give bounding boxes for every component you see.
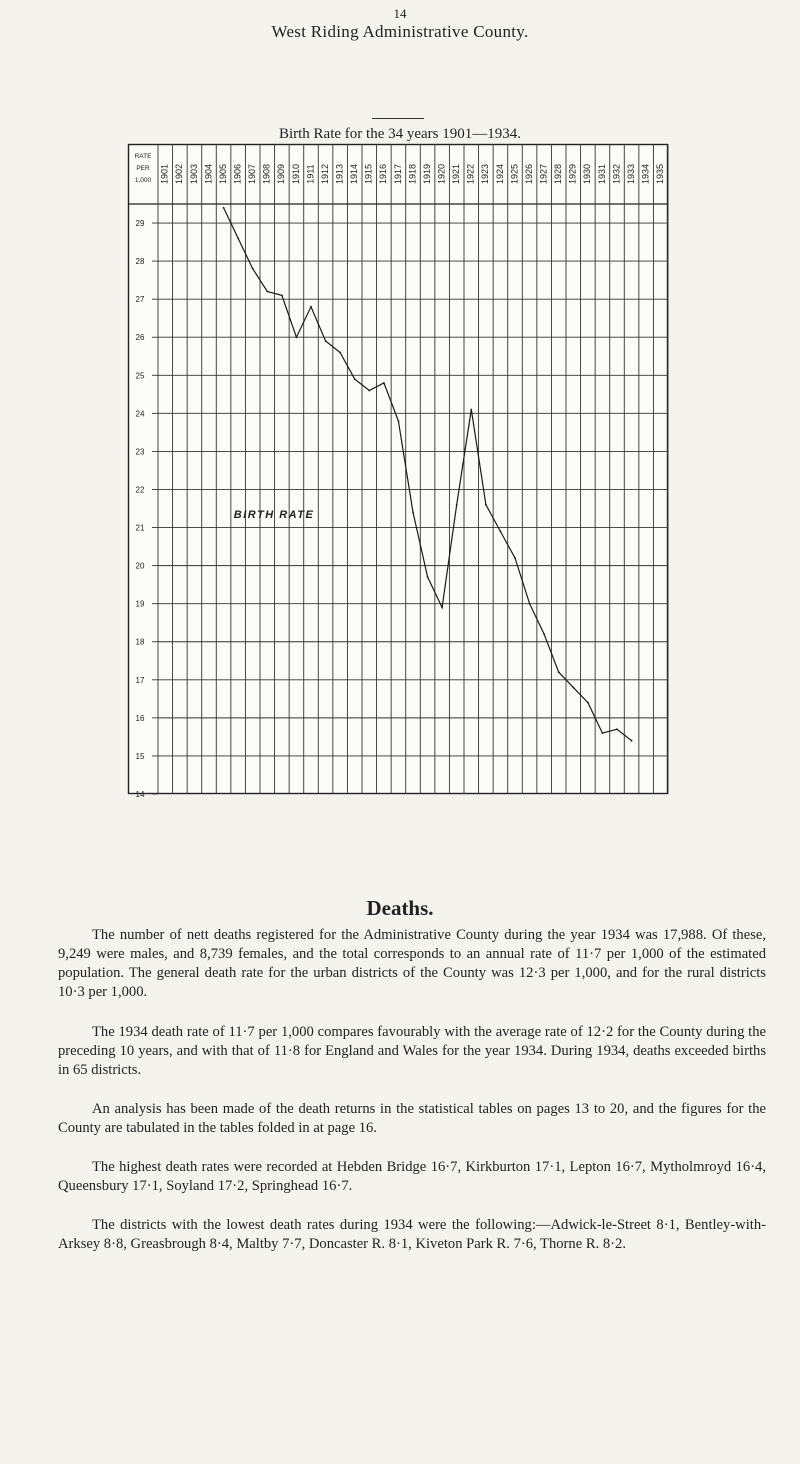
year-label: 1904 <box>203 163 214 185</box>
year-label: 1911 <box>305 164 316 184</box>
birth-rate-point <box>296 336 298 338</box>
corner-label: PER <box>136 165 150 172</box>
year-label: 1901 <box>159 163 170 185</box>
birth-rate-point <box>500 530 502 532</box>
year-label: 1932 <box>611 163 622 185</box>
year-label: 1912 <box>319 163 330 185</box>
paragraph-lowest-rates: The districts with the lowest death rates during 1934 were the following:—Adwick-le-Street 8·1, Bentley-with-Arksey 8·8, Greasbrough 8·4, Maltby 7·7, Doncaster R. 8·1, Kiveton Park R. 7·6, Thorne R. 8·2. <box>58 1217 766 1252</box>
birth-rate-point <box>310 306 312 308</box>
birth-rate-point <box>252 268 254 270</box>
birth-rate-point <box>368 390 370 392</box>
paragraph-deaths-total: The number of nett deaths registered for the Administrative County during the year 1934 was 17,988. Of these, 9,249 were males, and 8,739 females, and the total corresponds to an annual rate of 11·7 per 1,000 of the estimated population. The general death rate for the urban districts of the County was 12·3 per 1,000, and for the rural districts 10·3 per 1,000. <box>58 927 766 1000</box>
birth-rate-point <box>543 633 545 635</box>
corner-label: RATE <box>134 153 152 160</box>
birth-rate-point <box>558 671 560 673</box>
year-label: 1906 <box>232 163 243 185</box>
year-label: 1933 <box>625 163 636 185</box>
y-tick-label: 20 <box>135 561 145 571</box>
deaths-heading: Deaths. <box>366 896 434 920</box>
year-label: 1935 <box>655 163 666 185</box>
birth-rate-point <box>398 420 400 422</box>
birth-rate-point <box>485 504 487 506</box>
year-label: 1907 <box>247 163 258 185</box>
year-label: 1931 <box>596 163 607 185</box>
birth-rate-point <box>412 511 414 513</box>
y-tick-label: 19 <box>135 599 145 609</box>
y-tick-label: 29 <box>135 219 145 229</box>
y-tick-label: 22 <box>135 485 145 495</box>
chart-title: Birth Rate for the 34 years 1901—1934. <box>278 126 522 142</box>
header-rule <box>372 118 424 119</box>
year-label: 1903 <box>188 163 199 185</box>
year-label: 1921 <box>451 163 462 185</box>
birth-rate-point <box>325 340 327 342</box>
page-number: 14 <box>393 6 407 21</box>
y-tick-label: 16 <box>135 713 145 723</box>
year-label: 1915 <box>363 163 374 185</box>
corner-label: 1,000 <box>134 177 152 184</box>
birth-rate-point <box>572 687 574 689</box>
y-tick-label: 15 <box>135 751 145 761</box>
birth-rate-point <box>223 207 225 209</box>
year-label: 1923 <box>480 163 491 185</box>
page-header: West Riding Administrative County. <box>271 22 529 41</box>
birth-rate-point <box>427 576 429 578</box>
birth-rate-point <box>339 352 341 354</box>
birth-rate-point <box>602 732 604 734</box>
annotation-birth-rate: BIRTH RATE <box>233 509 315 522</box>
year-label: 1905 <box>217 163 228 185</box>
year-label: 1929 <box>567 163 578 185</box>
birth-rate-point <box>616 728 618 730</box>
birth-rate-point <box>470 409 472 411</box>
year-label: 1924 <box>494 163 505 185</box>
year-label: 1902 <box>174 163 185 185</box>
year-label: 1928 <box>553 163 564 185</box>
birth-rate-point <box>266 291 268 293</box>
year-label: 1916 <box>378 163 389 185</box>
y-tick-label: 17 <box>135 675 145 685</box>
birth-rate-chart <box>128 144 668 799</box>
birth-rate-point <box>456 504 458 506</box>
year-label: 1910 <box>290 163 301 185</box>
year-label: 1914 <box>349 163 360 185</box>
year-label: 1919 <box>421 163 432 185</box>
birth-rate-point <box>514 557 516 559</box>
paragraph-highest-rates: The highest death rates were recorded at Hebden Bridge 16·7, Kirkburton 17·1, Lepton 16·7, Mytholmroyd 16·4, Queensbury 17·1, Soyland 17·2, Springhead 16·7. <box>58 1159 766 1194</box>
y-tick-label: 23 <box>135 447 145 457</box>
y-tick-label: 26 <box>135 333 145 343</box>
year-label: 1917 <box>392 163 403 185</box>
birth-rate-point <box>529 603 531 605</box>
year-label: 1934 <box>640 163 651 185</box>
paragraph-death-rate-comparison: The 1934 death rate of 11·7 per 1,000 compares favourably with the average rate of 12·2 for the County during the preceding 10 years, and with that of 11·8 for England and Wales for the year 1934. During 1934, deaths exceeded births in 65 districts. <box>58 1024 766 1078</box>
y-tick-label: 28 <box>135 257 145 267</box>
y-tick-label: 14 <box>135 790 145 799</box>
year-label: 1909 <box>276 163 287 185</box>
year-label: 1913 <box>334 163 345 185</box>
year-label: 1918 <box>407 163 418 185</box>
year-label: 1925 <box>509 163 520 185</box>
chart-frame <box>129 145 668 794</box>
year-label: 1922 <box>465 163 476 185</box>
y-tick-label: 24 <box>135 409 145 419</box>
birth-rate-point <box>587 702 589 704</box>
y-tick-label: 25 <box>135 371 145 381</box>
birth-rate-point <box>354 378 356 380</box>
year-label: 1908 <box>261 163 272 185</box>
y-tick-label: 27 <box>135 295 145 305</box>
paragraph-analysis: An analysis has been made of the death returns in the statistical tables on pages 13 to 20, and the figures for the County are tabulated in the tables folded in at page 16. <box>58 1101 766 1136</box>
birth-rate-point <box>281 294 283 296</box>
year-label: 1927 <box>538 163 549 185</box>
y-tick-label: 21 <box>135 523 145 533</box>
birth-rate-point <box>237 237 239 239</box>
birth-rate-point <box>383 382 385 384</box>
year-label: 1930 <box>582 163 593 185</box>
birth-rate-point <box>441 607 443 609</box>
birth-rate-point <box>631 740 633 742</box>
year-label: 1920 <box>436 163 447 185</box>
y-tick-label: 18 <box>135 637 145 647</box>
year-label: 1926 <box>523 163 534 185</box>
